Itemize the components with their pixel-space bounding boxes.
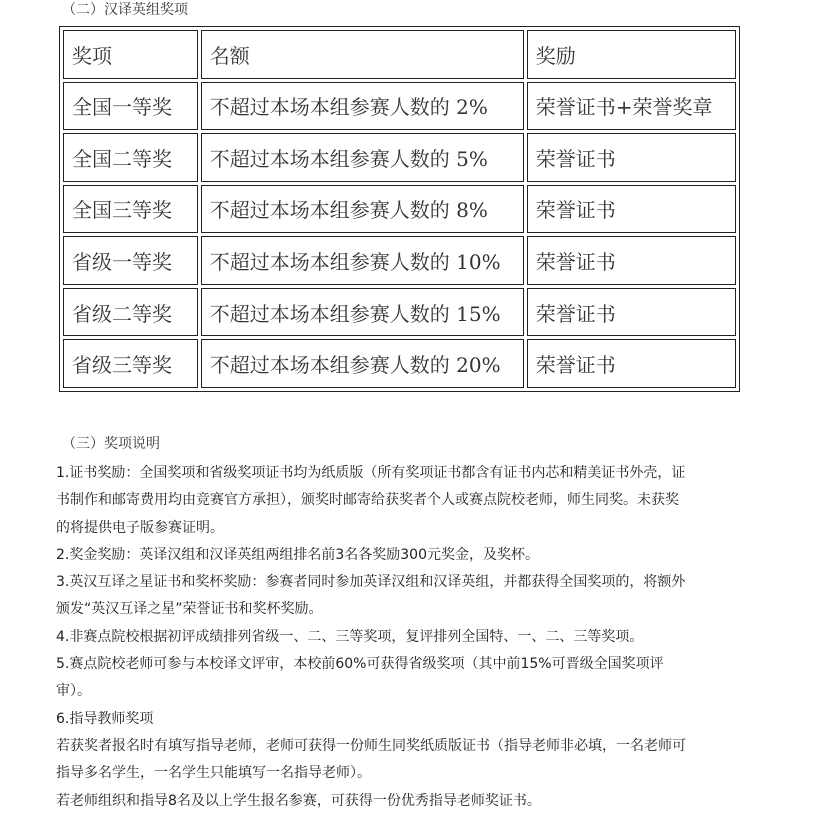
text-line: 指导多名学生，一名学生只能填写一名指导老师）。 xyxy=(56,765,371,782)
award-table-container xyxy=(59,26,740,392)
text-line: 的将提供电子版参赛证明。 xyxy=(56,519,224,536)
cell-reward: 荣誉证书 xyxy=(527,288,736,337)
cell-award: 全国三等奖 xyxy=(63,185,198,234)
cell-award: 省级二等奖 xyxy=(63,288,198,337)
table-row xyxy=(63,133,736,182)
cell-quota: 不超过本场本组参赛人数的 20% xyxy=(201,339,524,388)
table-header-row xyxy=(63,30,736,79)
award-notes-body xyxy=(56,460,756,815)
cell-quota: 不超过本场本组参赛人数的 5% xyxy=(201,133,524,182)
text-line: 若老师组织和指导8名及以上学生报名参赛，可获得一份优秀指导老师奖证书。 xyxy=(56,792,541,809)
section-title-award-notes: （三）奖项说明 xyxy=(62,436,160,452)
table-row xyxy=(63,185,736,234)
cell-quota: 不超过本场本组参赛人数的 15% xyxy=(201,288,524,337)
cell-award: 省级三等奖 xyxy=(63,339,198,388)
table-row xyxy=(63,236,736,285)
text-line: 1.证书奖励：全国奖项和省级奖项证书均为纸质版（所有奖项证书都含有证书内芯和精美证书外壳，证 xyxy=(56,465,686,481)
text-line: 2.奖金奖励：英译汉组和汉译英组两组排名前3名各奖励300元奖金，及奖杯。 xyxy=(56,546,539,563)
award-table xyxy=(59,26,740,392)
table-row xyxy=(63,339,736,388)
cell-reward: 荣誉证书+荣誉奖章 xyxy=(527,82,736,131)
table-row xyxy=(63,82,736,131)
text-line: 6.指导教师奖项 xyxy=(56,710,154,727)
header-quota: 名额 xyxy=(201,30,524,79)
cell-award: 省级一等奖 xyxy=(63,236,198,285)
text-line: 4.非赛点院校根据初评成绩排列省级一、二、三等奖项，复评排列全国特、一、二、三等奖项。 xyxy=(56,628,644,645)
cell-reward: 荣誉证书 xyxy=(527,133,736,182)
cell-quota: 不超过本场本组参赛人数的 8% xyxy=(201,185,524,234)
table-row xyxy=(63,288,736,337)
section-title-han-en-awards: （二）汉译英组奖项 xyxy=(62,2,188,18)
cell-quota: 不超过本场本组参赛人数的 10% xyxy=(201,236,524,285)
cell-award: 全国一等奖 xyxy=(63,82,198,131)
header-award: 奖项 xyxy=(63,30,198,79)
header-reward: 奖励 xyxy=(527,30,736,79)
cell-reward: 荣誉证书 xyxy=(527,185,736,234)
text-line: 5.赛点院校老师可参与本校译文评审，本校前60%可获得省级奖项（其中前15%可晋级全国奖项评 xyxy=(56,656,664,673)
text-line: 审）。 xyxy=(56,683,91,700)
cell-reward: 荣誉证书 xyxy=(527,339,736,388)
text-line: 书制作和邮寄费用均由竞赛官方承担），颁奖时邮寄给获奖者个人或赛点院校老师，师生同奖。未获奖 xyxy=(56,492,679,509)
cell-award: 全国二等奖 xyxy=(63,133,198,182)
cell-reward: 荣誉证书 xyxy=(527,236,736,285)
text-line: 3.英汉互译之星证书和奖杯奖励：参赛者同时参加英译汉组和汉译英组，并都获得全国奖项的，将额外 xyxy=(56,574,686,591)
text-line: 颁发“英汉互译之星”荣誉证书和奖杯奖励。 xyxy=(56,601,323,618)
text-line: 若获奖者报名时有填写指导老师，老师可获得一份师生同奖纸质版证书（指导老师非必填，一名老师可 xyxy=(56,737,686,754)
cell-quota: 不超过本场本组参赛人数的 2% xyxy=(201,82,524,131)
